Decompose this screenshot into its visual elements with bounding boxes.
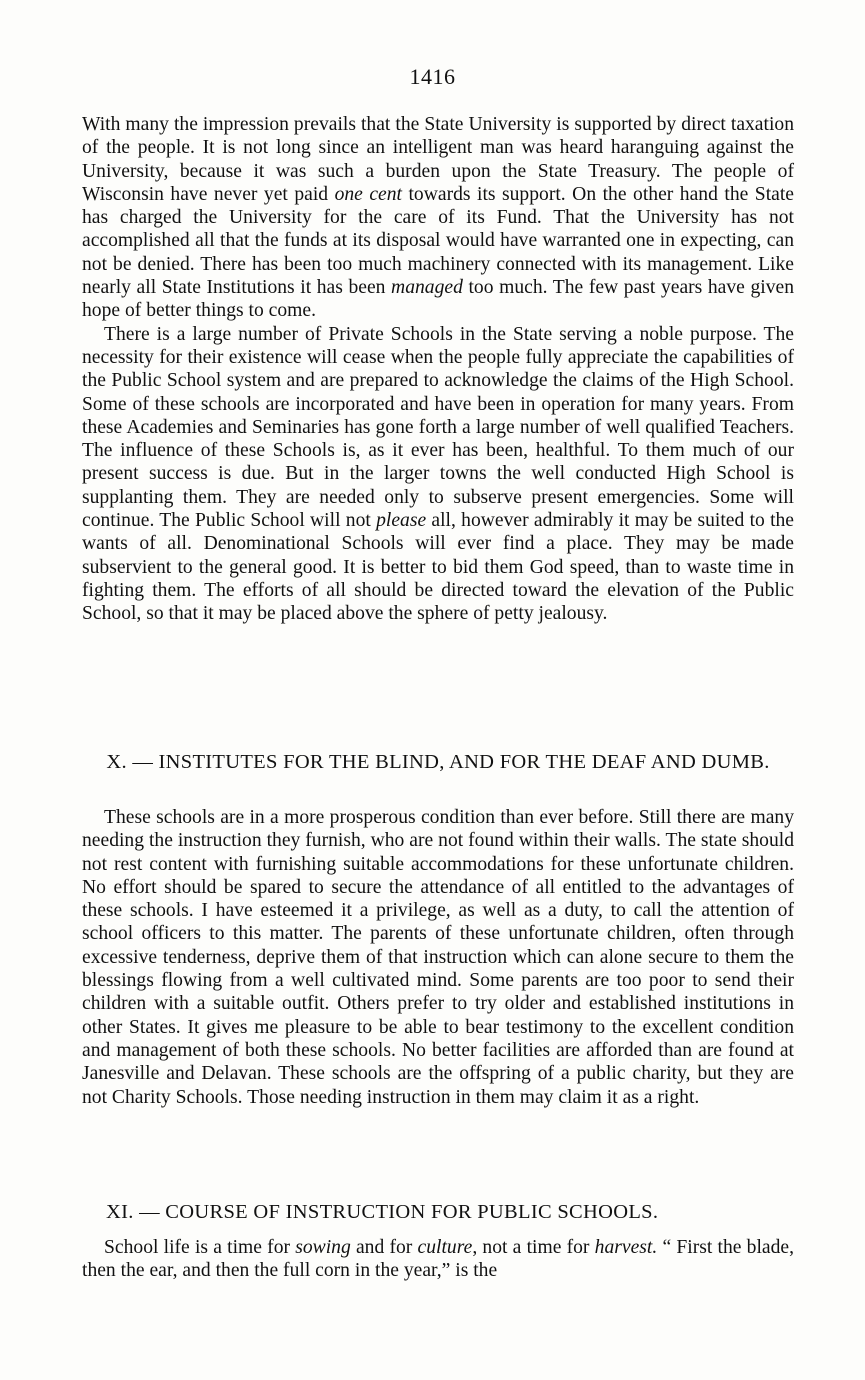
italic-phrase: culture — [417, 1237, 473, 1258]
section-xi-body — [82, 1236, 794, 1283]
paragraph: School life is a time for sowing and for culture, not a time for harvest. “ First the blade, then the ear, and then the full corn in the year,” is the — [82, 1237, 794, 1282]
italic-phrase: sowing — [295, 1237, 351, 1258]
section-x-body — [82, 806, 794, 1109]
paragraph: With many the impression prevails that the State University is supported by direct taxation of the people. It is not long since an intelligent man was heard haranguing against the University, because it was such a burden upon the State Treasury. The people of Wisconsin have never yet paid one cent towards its support. On the other hand the State has charged the University for the care of its Fund. That the University has not accomplished all that the funds at its disposal would have warranted one in expecting, can not be denied. There has been too much machinery connected with its management. Like nearly all State Institutions it has been managed too much. The few past years have given hope of better things to come. — [82, 114, 794, 322]
italic-phrase: please — [376, 510, 427, 532]
page-number: 1416 — [409, 64, 456, 89]
italic-phrase: harvest. — [594, 1237, 658, 1258]
italic-phrase: one cent — [334, 183, 402, 205]
italic-phrase: managed — [391, 277, 463, 299]
paragraph: There is a large number of Private Schools in the State serving a noble purpose. The necessity for their existence will cease when the people fully appreciate the capabilities of the Public School system and are prepared to acknowledge the claims of the High School. Some of these schools are incorporated and have been in operation for many years. From these Academies and Seminaries has gone forth a large number of well qualified Teachers. The influence of these Schools is, as it ever has been, healthful. To them much of our present success is due. But in the larger towns the well conducted High School is supplanting them. They are needed only to subserve present emergencies. Some will continue. The Public School will not please all, however admirably it may be suited to the wants of all. Denominational Schools will ever find a place. They may be made subservient to the general good. It is better to bid them God speed, than to waste time in fighting them. The efforts of all should be directed toward the elevation of the Public School, so that it may be placed above the sphere of petty jealousy. — [82, 323, 795, 625]
section-heading-xi: XI. — COURSE OF INSTRUCTION FOR PUBLIC SCHOOLS. — [106, 1201, 659, 1223]
section-heading-x: X. — INSTITUTES FOR THE BLIND, AND FOR THE DEAF AND DUMB. — [106, 751, 770, 773]
paragraph: These schools are in a more prosperous condition than ever before. Still there are many needing the instruction they furnish, who are not found within their walls. The state should not rest content with furnishing suitable accommodations for these unfortunate children. No effort should be spared to secure the attendance of all entitled to the advantages of these schools. I have esteemed it a privilege, as well as a duty, to call the attention of school officers to this matter. The parents of these unfortunate children, often through excessive tenderness, deprive them of that instruction which can alone secure to them the blessings flowing from a well cultivated mind. Some parents are too poor to send their children with a suitable outfit. Others prefer to try older and established institutions in other States. It gives me pleasure to be able to bear testimony to the excellent condition and management of both these schools. No better facilities are afforded than are found at Janesville and Delavan. These schools are the offspring of a public charity, but they are not Charity Schools. Those needing instruction in them may claim it as a right. — [82, 807, 794, 1108]
section-ix-continued-body — [82, 113, 794, 626]
